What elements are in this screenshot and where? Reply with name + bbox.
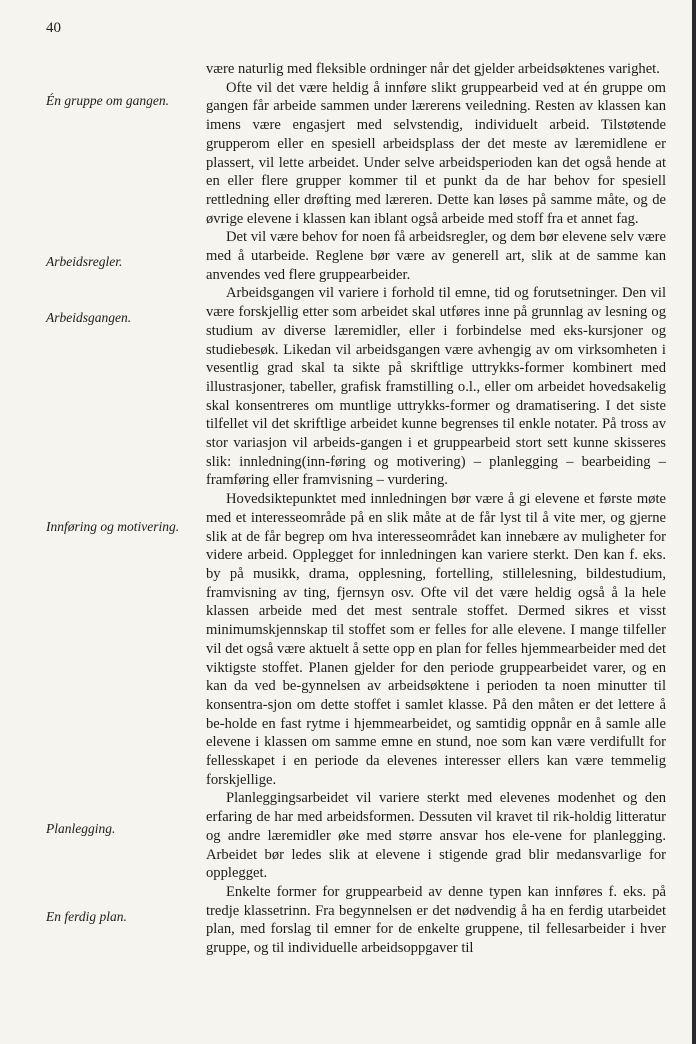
paragraph-en-gruppe: Ofte vil det være heldig å innføre slikt gruppearbeid ved at én gruppe om gangen får arbeide sammen under lærerens veiledning. Resten av klassen kan imens være engasjert med selvstendig, individuelt arbeid. Tilstøtende grupperom eller en spesiell arbeidsplass der det meste av læremidlene er plassert, vil lette arbeidet. Under selve arbeidsperioden kan det også hende at en eller flere grupper kommer til et punkt da de har behov for spesiell rettledning eller drøfting med læreren. Dette kan løses på samme måte, og de øvrige elevene i klassen kan iblant også arbeide med stoff fra et annet fag.: [206, 79, 666, 227]
margin-note-ferdig-plan: En ferdig plan.: [46, 909, 127, 924]
margin-note-planlegging: Planlegging.: [46, 821, 116, 836]
paragraph-arbeidsregler: Det vil være behov for noen få arbeidsregler, og dem bør elevene selv være med å utarbeide. Reglene bør være av generell art, slik at de samme kan anvendes ved flere gruppearbeider.: [206, 229, 666, 283]
page-number: 40: [46, 20, 61, 36]
margin-note-arbeidsregler: Arbeidsregler.: [46, 254, 123, 269]
body-text: [206, 60, 666, 958]
paragraph-ferdig-plan: Enkelte former for gruppearbeid av denne typen kan innføres f. eks. på tredje klassetrinn. Fra begynnelsen er det nødvendig å ha en ferdig utarbeidet plan, med forslag til emner for de enkelte gruppene, til fellesarbeider i hver gruppe, og til individuelle arbeidsoppgaver til: [206, 883, 666, 957]
paragraph-planlegging: Planleggingsarbeidet vil variere sterkt med elevenes modenhet og den erfaring de har med arbeidsformen. Dessuten vil kravet til rik-holdig litteratur og andre læremidler øke med større ansvar hos ele-vene for planlegging. Arbeidet bør ledes slik at elevene i stigende grad blir medansvarlige for opplegget.: [206, 790, 666, 882]
margin-note-innforing: Innføring og motivering.: [46, 519, 180, 534]
margin-note-arbeidsgangen: Arbeidsgangen.: [46, 310, 132, 325]
margin-note-en-gruppe: Én gruppe om gangen.: [46, 93, 169, 108]
paragraph-arbeidsgangen: Arbeidsgangen vil variere i forhold til emne, tid og forutsetninger. Den vil være forskjellig etter som arbeidet skal utføres inne på grunnlag av lesning og studium av diverse læremidler, eller i forbindelse med eks-kursjoner og studiebesøk. Likedan vil arbeidsgangen være avhengig av om virksomheten i vesentlig grad skal ta sikte på skriftlige uttrykks-former kombinert med illustrasjoner, tabeller, grafisk framstilling o.l., eller om arbeidet hovedsakelig skal konsentreres om muntlige uttrykks-former og dramatisering. I det siste tilfellet vil det skriftlige arbeidet kunne begrenses til enkle notater. På tross av stor variasjon vil arbeids-gangen i et gruppearbeid stort sett kunne skisseres slik: innledning(inn-føring og motivering) – planlegging – bearbeiding – framføring eller framvisning – vurdering.: [206, 285, 666, 489]
paragraph-continuation: være naturlig med fleksible ordninger når det gjelder arbeidsøktenes varighet.: [206, 61, 660, 77]
paragraph-innforing: Hovedsiktepunktet med innledningen bør være å gi elevene et første møte med et interesseområde på en slik måte at de får lyst til å vite mer, og gjerne slik at de får begrep om hva interesseområdet kan innebære av muligheter for videre arbeid. Opplegget for innledningen kan variere sterkt. Den kan f. eks. by på musikk, drama, opplesning, fortelling, stillelesning, bildestudium, framvisning av ting, fjernsyn osv. Ofte vil det være heldig også å la hele klassen arbeide med det mest sentrale stoffet. Dermed sikres et visst minimumskjennskap til stoffet som er felles for alle elevene. I mange tilfeller vil det også være aktuelt å sette opp en plan for felles hjemmearbeider med det viktigste stoffet. Planen gjelder for den periode gruppearbeidet varer, og en kan da ved be-gynnelsen av arbeidsøktene i perioden ta noen minutter til konsentra-sjon om dette stoffet i samlet klasse. På den måten er det lettere å be-holde en fast rytme i hjemmearbeidet, og samtidig oppnår en å samle alle elevene i klassen om samme emne en stund, noe som kan være verdifullt for fellesskapet i en periode da elevenes interesser ellers kan være temmelig forskjellige.: [206, 491, 666, 788]
page-edge: [692, 0, 696, 1044]
